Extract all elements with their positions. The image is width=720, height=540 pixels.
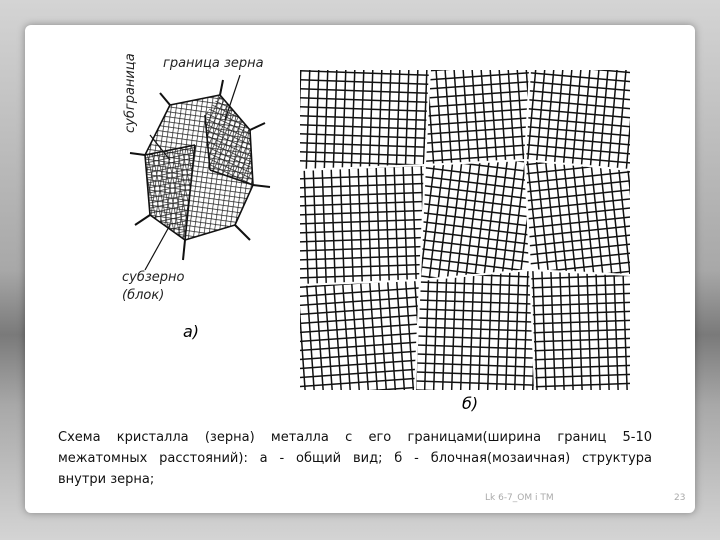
slide-number: 23 (674, 493, 686, 503)
subgrain-label-line2: (блок) (122, 288, 165, 303)
figure-a-label: а) (183, 322, 200, 341)
grain-figure-a (125, 75, 275, 275)
subgrain-label-line1: субзерно (122, 270, 185, 285)
slide (25, 25, 695, 513)
figure-b-label: б) (462, 394, 479, 413)
caption-line-3: внутри зерна; (58, 472, 155, 487)
caption-line-2: межатомных расстояний): а - общий вид; б - блочная(мозаичная) структура (58, 451, 652, 466)
caption-line-1: Схема кристалла (зерна) металла с его границами(ширина границ 5-10 (58, 430, 652, 445)
block-structure-figure-b (300, 70, 630, 390)
figure-caption (58, 427, 652, 490)
grain-boundary-label: граница зерна (163, 56, 264, 71)
subboundary-label: субграница (123, 53, 138, 133)
footer-course-code: Lk 6-7_OM i TM (485, 493, 554, 503)
